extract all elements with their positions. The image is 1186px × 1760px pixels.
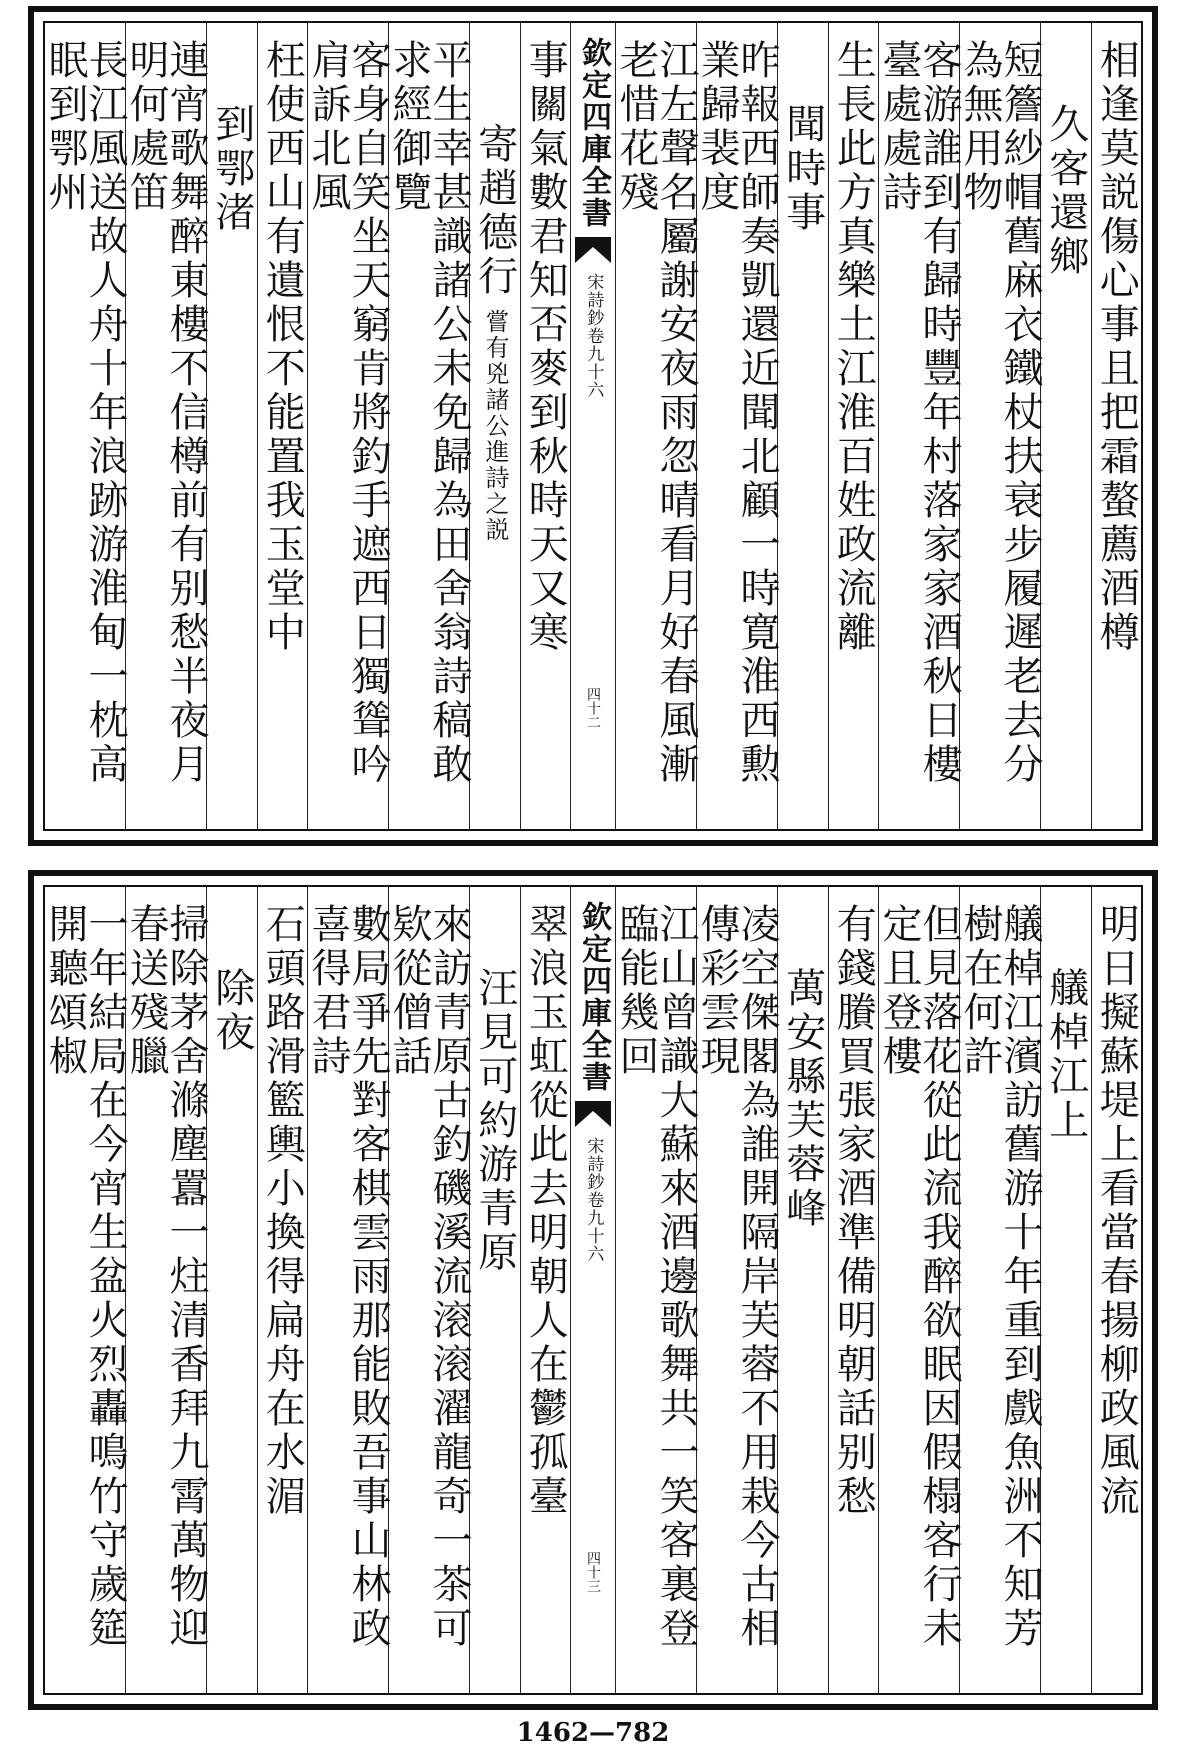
- poem-line-column: [257, 23, 308, 829]
- poem-line-column: [1091, 887, 1142, 1693]
- poem-line-column: [123, 23, 209, 829]
- poem-title-column: [1040, 23, 1091, 829]
- spine-volume-label: 宋詩鈔卷九十六: [583, 1137, 604, 1263]
- poem-line-column: [42, 887, 128, 1693]
- poem-title-text: 聞時事: [779, 103, 826, 235]
- top-page-columns: [43, 21, 1143, 831]
- spine-volume-label: 宋詩鈔卷九十六: [583, 273, 604, 399]
- poem-line-column: [876, 23, 962, 829]
- poem-line-text: 相逢莫説傷心事且把霜螯薦酒樽: [1093, 39, 1140, 655]
- poem-line-text: 數局爭先對客棋雲雨那能敗吾事山林政喜得君詩: [305, 903, 391, 1651]
- poem-line-text: 連宵歌舞醉東樓不信樽前有别愁半夜月明何處笛: [123, 39, 209, 787]
- poem-title-text: 汪見可約游青原: [471, 967, 518, 1275]
- poem-title-text: 久客還鄉: [1042, 103, 1089, 279]
- poem-line-text: 生長此方真樂土江淮百姓政流離: [830, 39, 877, 655]
- poem-line-text: 江山曾識大蘇來酒邊歌舞共一笑客裏登臨能幾回: [613, 903, 699, 1651]
- poem-line-text: 平生幸甚識諸公未免歸為田舍翁詩稿敢求經御覽: [386, 39, 472, 787]
- page-spine-margin: [570, 23, 615, 829]
- bottom-page-columns: [43, 885, 1143, 1695]
- poem-line-text: 客游誰到有歸時豐年村落家家酒秋日樓臺處處詩: [876, 39, 962, 787]
- poem-line-column: [957, 887, 1043, 1693]
- poem-line-text: 江左聲名屬謝安夜雨忽晴看月好春風漸老惜花殘: [613, 39, 699, 787]
- poem-line-column: [828, 23, 879, 829]
- poem-title-column: [777, 887, 828, 1693]
- poem-title-column: [469, 23, 520, 829]
- poem-line-column: [957, 23, 1043, 829]
- poem-title-column: [777, 23, 828, 829]
- fishtail-mark-icon: [573, 235, 613, 265]
- poem-line-column: [386, 887, 472, 1693]
- page-footer-number: 1462—782: [516, 1718, 670, 1748]
- poem-line-text: 來訪青原古釣磯溪流滚滚濯龍奇一茶可欵從僧話: [386, 903, 472, 1651]
- poem-title-text: 艤棹江上: [1042, 967, 1089, 1143]
- poem-line-text: 昨報西師奏凱還近聞北顧一時寛淮西勲業歸裴度: [694, 39, 780, 787]
- spine-page-number: 四十三: [585, 1551, 601, 1593]
- poem-title-text: 萬安縣芙蓉峰: [779, 967, 826, 1231]
- poem-title-text: 寄趙德行: [471, 123, 518, 299]
- top-page: [28, 6, 1158, 846]
- poem-line-text: 掃除茅舍滌塵囂一炷清香拜九霄萬物迎春送殘臘: [123, 903, 209, 1651]
- poem-title-column: [206, 887, 257, 1693]
- poem-line-text: 短簷紗帽舊麻衣鐵杖扶衰步履遲老去分為無用物: [957, 39, 1043, 787]
- poem-line-column: [520, 23, 571, 829]
- poem-title-column: [1040, 887, 1091, 1693]
- spine-collection-title: 欽定四庫全書: [576, 901, 611, 1093]
- poem-line-text: 事關氣數君知否麥到秋時天又寒: [522, 39, 569, 655]
- poem-title-annotation: 嘗有兇諸公進詩之説: [480, 309, 509, 543]
- poem-line-text: 艤棹江濱訪舊游十年重到戲魚洲不知芳樹在何許: [957, 903, 1043, 1651]
- poem-line-column: [305, 887, 391, 1693]
- poem-title-text: 除夜: [208, 967, 255, 1055]
- poem-line-column: [520, 887, 571, 1693]
- poem-line-column: [613, 23, 699, 829]
- poem-line-text: 長江風送故人舟十年浪跡游淮甸一枕高眠到鄂州: [42, 39, 128, 787]
- poem-title-column: [206, 23, 257, 829]
- poem-line-column: [613, 887, 699, 1693]
- poem-line-text: 明日擬蘇堤上看當春揚柳政風流: [1093, 903, 1140, 1519]
- poem-line-text: 石頭路滑籃輿小換得扁舟在水湄: [259, 903, 306, 1519]
- bottom-page: [28, 870, 1158, 1710]
- spine-page-number: 四十二: [585, 687, 601, 729]
- poem-line-column: [386, 23, 472, 829]
- poem-line-text: 一年結局在今宵生盆火烈轟鳴竹守歲筵開聽頌椒: [42, 903, 128, 1651]
- poem-line-text: 翠浪玉虹從此去明朝人在鬱孤臺: [522, 903, 569, 1519]
- poem-line-text: 凌空傑閣為誰開隔岸芙蓉不用栽今古相傳彩雲現: [694, 903, 780, 1651]
- poem-line-column: [828, 887, 879, 1693]
- poem-line-column: [694, 23, 780, 829]
- poem-line-column: [257, 887, 308, 1693]
- spine-collection-title: 欽定四庫全書: [576, 37, 611, 229]
- poem-line-column: [123, 887, 209, 1693]
- poem-line-column: [1091, 23, 1142, 829]
- poem-line-column: [694, 887, 780, 1693]
- page-spine-margin: [570, 887, 615, 1693]
- poem-line-column: [876, 887, 962, 1693]
- poem-line-column: [42, 23, 128, 829]
- poem-line-text: 有錢賸買張家酒準備明朝話别愁: [830, 903, 877, 1519]
- poem-title-column: [469, 887, 520, 1693]
- poem-line-text: 但見落花從此流我醉欲眠因假榻客行未定且登樓: [876, 903, 962, 1651]
- poem-title-text: 到鄂渚: [208, 103, 255, 235]
- poem-line-column: [305, 23, 391, 829]
- poem-line-text: 枉使西山有遺恨不能置我玉堂中: [259, 39, 306, 655]
- fishtail-mark-icon: [573, 1099, 613, 1129]
- poem-line-text: 客身自笑坐天窮肯將釣手遮西日獨聳吟肩訴北風: [305, 39, 391, 787]
